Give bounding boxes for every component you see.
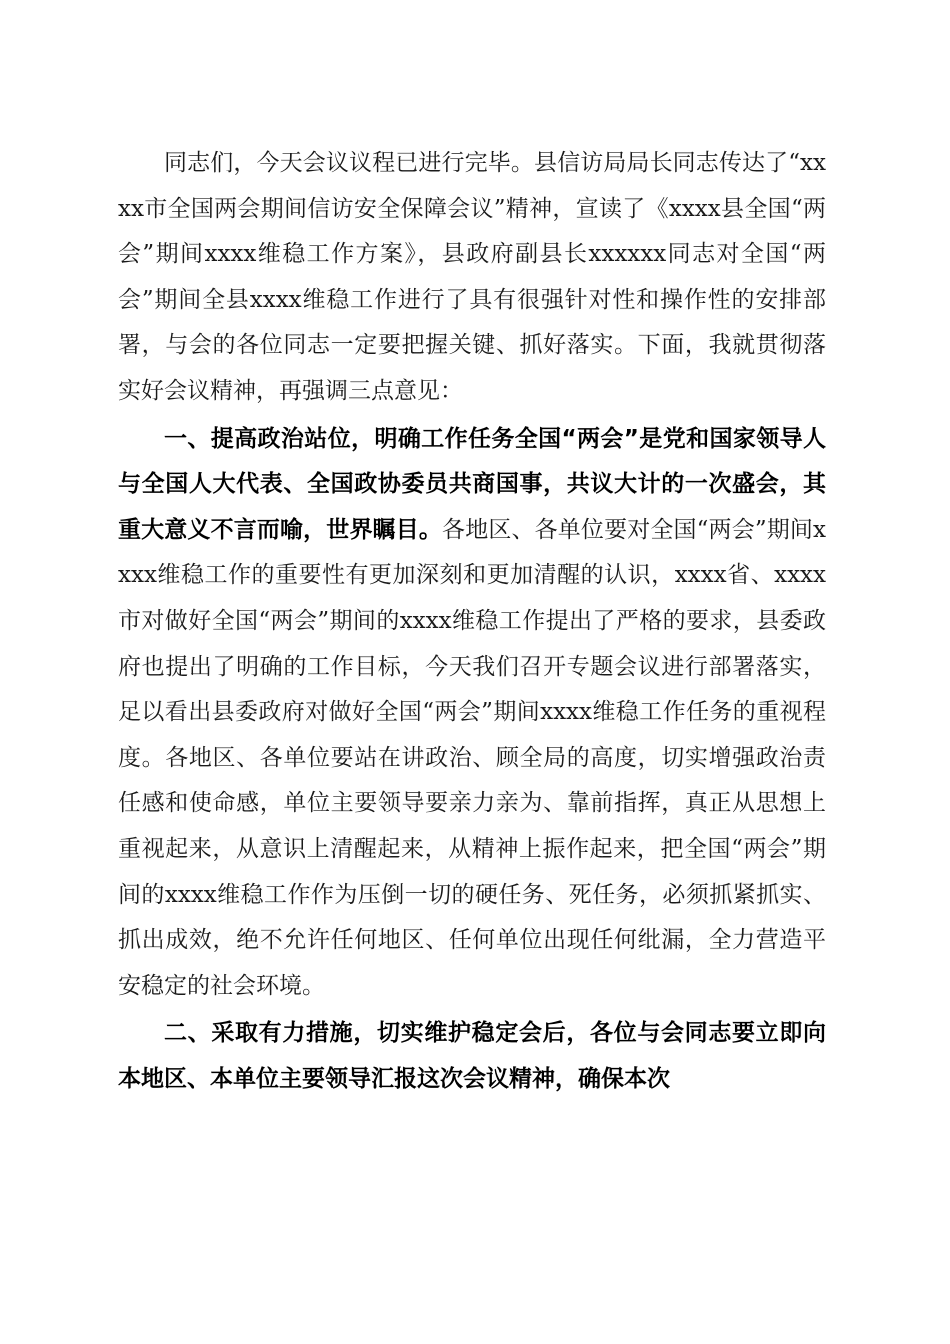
document-body (118, 141, 826, 1102)
paragraph-intro (118, 141, 826, 415)
paragraph-section-two (118, 1011, 826, 1102)
paragraph-section-one (118, 417, 826, 1010)
section-one-heading: 一、提高政治站位，明确工作任务全国“两会”是党和国家领导人与全国人大代表、全国政协委员共商国事，共议大计的一次盛会，其重大意义不言而喻，世界瞩目。 (118, 425, 826, 543)
section-one-body: 各地区、各单位要对全国“两会”期间xxxx维稳工作的重要性有更加深刻和更加清醒的认识，xxxx省、xxxx市对做好全国“两会”期间的xxxx维稳工作提出了严格的要求，县委政府也提出了明确的工作目标，今天我们召开专题会议进行部署落实，足以看出县委政府对做好全国“两会”期间xxxx维稳工作任务的重视程度。各地区、各单位要站在讲政治、顾全局的高度，切实增强政治责任感和使命感，单位主要领导要亲力亲为、靠前指挥，真正从思想上重视起来，从意识上清醒起来，从精神上振作起来，把全国“两会”期间的xxxx维稳工作作为压倒一切的硬任务、死任务，必须抓紧抓实、抓出成效，绝不允许任何地区、任何单位出现任何纰漏，全力营造平安稳定的社会环境。 (118, 516, 827, 999)
section-two-heading: 二、采取有力措施，切实维护稳定会后，各位与会同志要立即向本地区、本单位主要领导汇报这次会议精神，确保本次 (118, 1020, 826, 1092)
paragraph-intro-text: 同志们，今天会议议程已进行完毕。县信访局局长同志传达了“xxxx市全国两会期间信访安全保障会议”精神，宣读了《xxxx县全国“两会”期间xxxx维稳工作方案》，县政府副县长xxxxxx同志对全国“两会”期间全县xxxx维稳工作进行了具有很强针对性和操作性的安排部署，与会的各位同志一定要把握关键、抓好落实。下面，我就贯彻落实好会议精神，再强调三点意见： (118, 150, 826, 404)
